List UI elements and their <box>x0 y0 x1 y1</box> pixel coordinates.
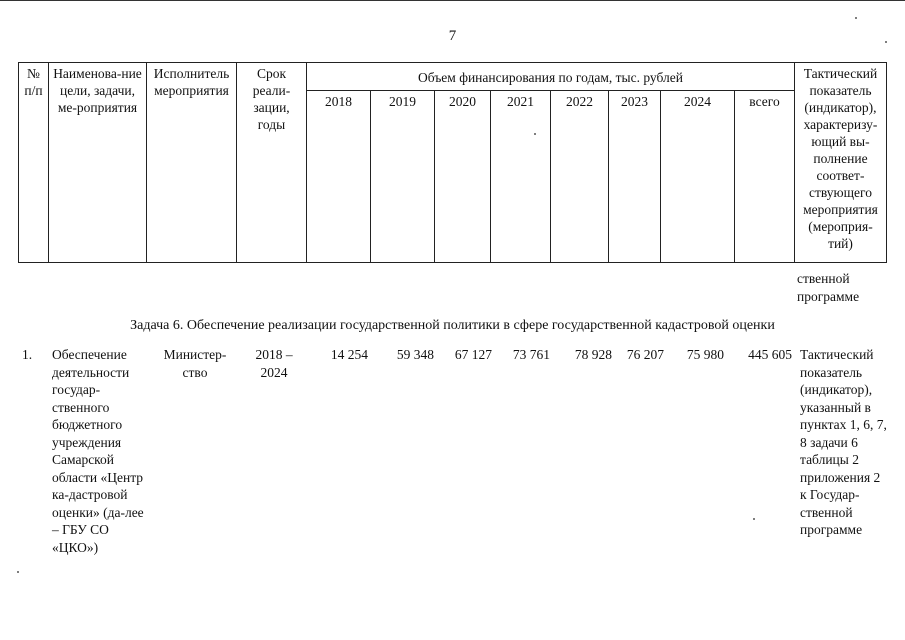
header-indicator: Тактический показатель (индикатор), характеризу-ющий вы-полнение соответ-ствующего мероприятия (мероприя-тий) <box>795 63 887 263</box>
row-value-2023: 76 207 <box>626 347 664 362</box>
row-executor: Министер-ство <box>163 347 227 380</box>
task-title: Задача 6. Обеспечение реализации государственной политики в сфере государственной кадастровой оценки <box>130 318 775 333</box>
row-term: 2018 – 2024 <box>255 347 293 380</box>
page-number: 7 <box>448 28 457 44</box>
scan-speck <box>534 133 536 135</box>
header-num: № п/п <box>19 63 49 263</box>
row-value-2022: 78 928 <box>574 347 612 362</box>
row-value-2018: 14 254 <box>330 347 368 362</box>
header-year-2021: 2021 <box>491 91 551 263</box>
row-value-2019: 59 348 <box>396 347 434 362</box>
row-value-2024: 75 980 <box>686 347 724 362</box>
page-top-border <box>0 0 905 1</box>
header-total: всего <box>735 91 795 263</box>
row-indicator: Тактический показатель (индикатор), указанный в пунктах 1, 6, 7, 8 задачи 6 таблицы 2 приложения 2 к Государ-ственной программе <box>800 347 887 537</box>
row-number: 1. <box>22 347 33 362</box>
header-year-2020: 2020 <box>435 91 491 263</box>
row-value-2020: 67 127 <box>454 347 492 362</box>
header-year-2018: 2018 <box>307 91 371 263</box>
header-funding: Объем финансирования по годам, тыс. рублей <box>307 63 795 91</box>
scan-speck <box>885 41 887 43</box>
header-year-2022: 2022 <box>551 91 609 263</box>
row-name: Обеспечение деятельности государ-ственного бюджетного учреждения Самарской области «Центр ка-дастровой оценки» (да-лее – ГБУ СО «ЦКО») <box>52 347 144 555</box>
scan-speck <box>17 571 19 573</box>
row-value-2021: 73 761 <box>512 347 550 362</box>
header-year-2019: 2019 <box>371 91 435 263</box>
indicator-carry-over: ственной программе <box>797 271 860 304</box>
header-year-2023: 2023 <box>609 91 661 263</box>
table-header <box>18 62 887 263</box>
header-name: Наименова-ние цели, задачи, ме-роприятия <box>49 63 147 263</box>
header-executor: Исполнитель мероприятия <box>147 63 237 263</box>
scan-speck <box>753 518 755 520</box>
scan-speck <box>855 17 857 19</box>
header-term: Срок реали-зации, годы <box>237 63 307 263</box>
header-year-2024: 2024 <box>661 91 735 263</box>
row-value-total: 445 605 <box>748 347 792 362</box>
